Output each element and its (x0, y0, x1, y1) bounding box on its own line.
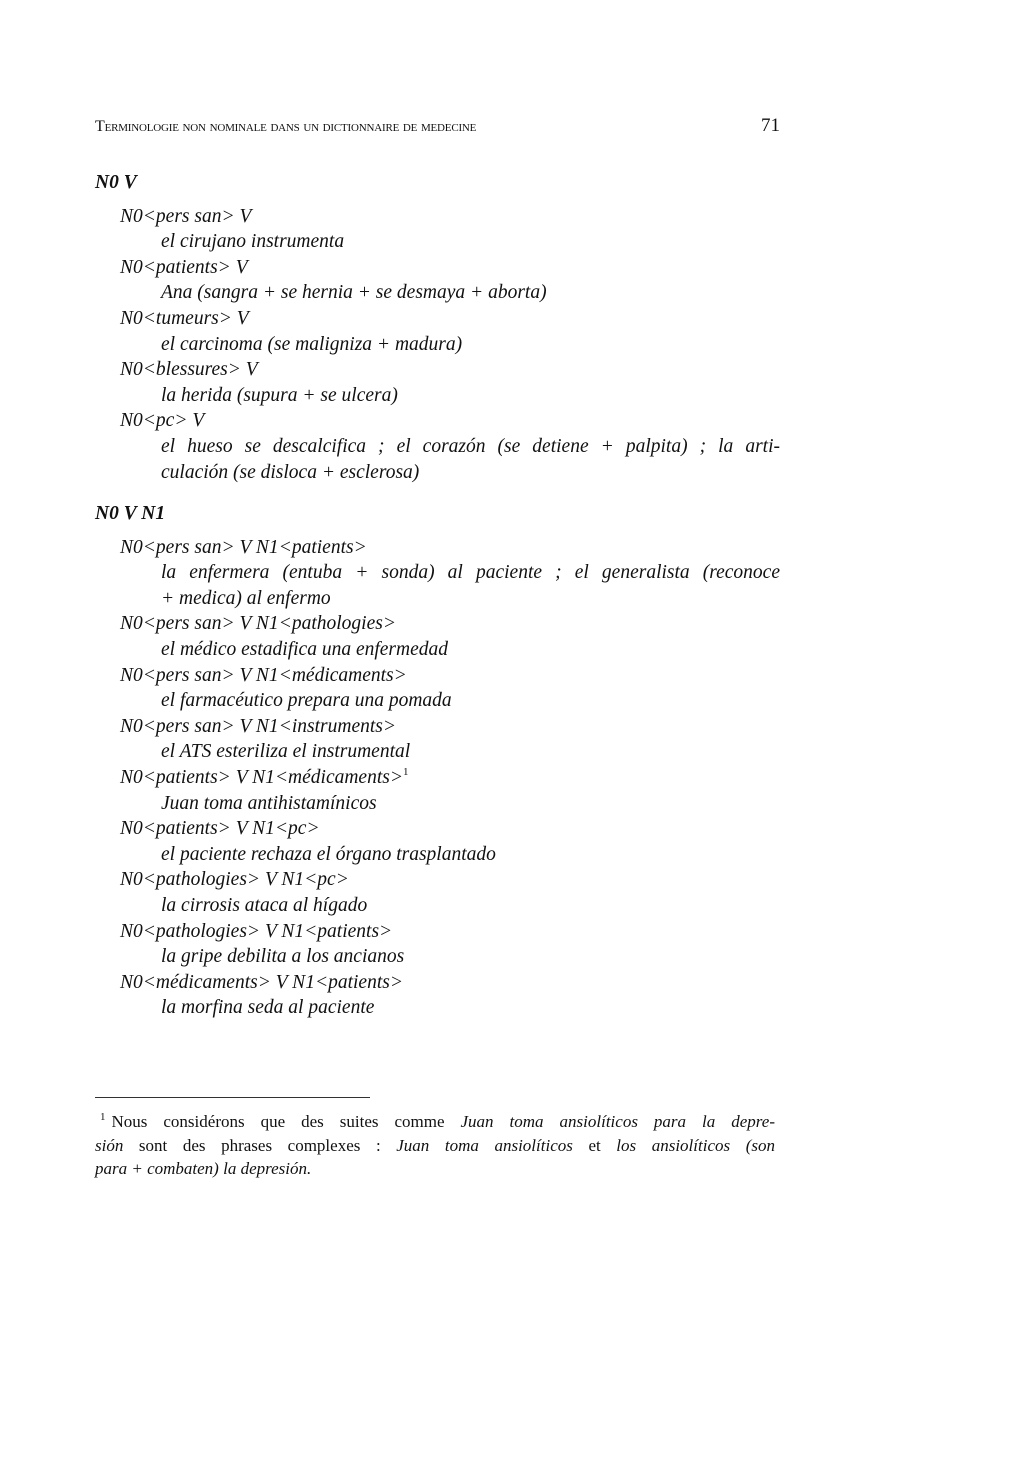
pattern-line (95, 970, 780, 996)
section-n0-v (95, 170, 780, 485)
pattern-line (95, 611, 780, 637)
pattern-line (95, 408, 780, 434)
pattern-line (95, 306, 780, 332)
pattern-text: N0<pathologies> V N1<patients> (120, 920, 393, 942)
example-line: la enfermera (entuba + sonda) al paciente ; el generalista (reconoce (161, 562, 780, 584)
pattern-line (95, 714, 780, 740)
pattern-text: N0<médicaments> V N1<patients> (120, 971, 404, 993)
running-head (95, 115, 780, 137)
page-number: 71 (761, 115, 780, 136)
pattern-text: N0<pers san> V (120, 205, 252, 227)
pattern-text: N0<tumeurs> V (120, 307, 249, 329)
pattern-line (95, 255, 780, 281)
pattern-text: N0<pers san> V N1<patients> (120, 536, 367, 558)
pattern-line (95, 919, 780, 945)
section-n0-v-n1 (95, 501, 780, 1021)
section-heading: N0 V N1 (95, 503, 166, 524)
pattern-text: N0<blessures> V (120, 359, 258, 381)
section-heading: N0 V (95, 172, 137, 193)
pattern-text: N0<pc> V (120, 410, 205, 432)
footnote-text: Nous considérons que des suites comme (111, 1112, 461, 1131)
pattern-line (95, 867, 780, 893)
example-line: Juan toma antihistamínicos (161, 792, 377, 814)
pattern-line (95, 765, 780, 791)
example-line: el paciente rechaza el órgano trasplantado (161, 843, 496, 865)
footnote-ref: 1 (403, 765, 409, 778)
example-line: + medica) al enfermo (161, 587, 331, 609)
footnote-example: Juan toma ansiolíticos (396, 1135, 573, 1155)
pattern-text: N0<patients> V N1<médicaments> (120, 766, 404, 788)
pattern-text: N0<patients> V N1<pc> (120, 818, 320, 840)
footnote (95, 1106, 775, 1181)
example-line: la morfina seda al paciente (161, 997, 375, 1019)
footnote-example: para + combaten) la depresión. (95, 1159, 312, 1178)
example-line: la herida (supura + se ulcera) (161, 384, 398, 406)
pattern-line (95, 663, 780, 689)
pattern-text: N0<patients> V (120, 256, 248, 278)
pattern-text: N0<pathologies> V N1<pc> (120, 869, 349, 891)
pattern-line (95, 816, 780, 842)
footnote-example: sión (95, 1135, 124, 1155)
example-line: el ATS esteriliza el instrumental (161, 741, 411, 763)
example-line: el carcinoma (se maligniza + madura) (161, 333, 463, 355)
pattern-text: N0<pers san> V N1<instruments> (120, 715, 397, 737)
footnote-text: sont des phrases complexes : (123, 1135, 397, 1155)
pattern-line (95, 204, 780, 230)
pattern-text: N0<pers san> V N1<médicaments> (120, 664, 407, 686)
footnote-line (95, 1106, 775, 1134)
footnote-rule (95, 1097, 370, 1098)
example-line: la gripe debilita a los ancianos (161, 946, 405, 968)
footnote-line (95, 1157, 775, 1181)
example-line: Ana (sangra + se hernia + se desmaya + aborta) (161, 282, 547, 304)
example-line: la cirrosis ataca al hígado (161, 894, 368, 916)
running-head-title: Terminologie non nominale dans un dictionnaire de medecine (95, 118, 477, 135)
pattern-line (95, 535, 780, 561)
footnote-text: et (572, 1135, 617, 1155)
example-line: el farmacéutico prepara una pomada (161, 690, 452, 712)
pattern-line (95, 357, 780, 383)
footnote-example: los ansiolíticos (son (616, 1135, 775, 1155)
footnote-example: Juan toma ansiolíticos para la depre- (460, 1112, 775, 1131)
pattern-text: N0<pers san> V N1<pathologies> (120, 613, 396, 635)
example-line: el cirujano instrumenta (161, 231, 345, 253)
example-line: culación (se disloca + esclerosa) (161, 461, 420, 483)
footnote-line (95, 1134, 775, 1158)
example-line: el médico estadifica una enfermedad (161, 638, 449, 660)
example-line: el hueso se descalcifica ; el corazón (se detiene + palpita) ; la arti- (161, 435, 780, 457)
footnote-number: 1 (100, 1111, 106, 1123)
